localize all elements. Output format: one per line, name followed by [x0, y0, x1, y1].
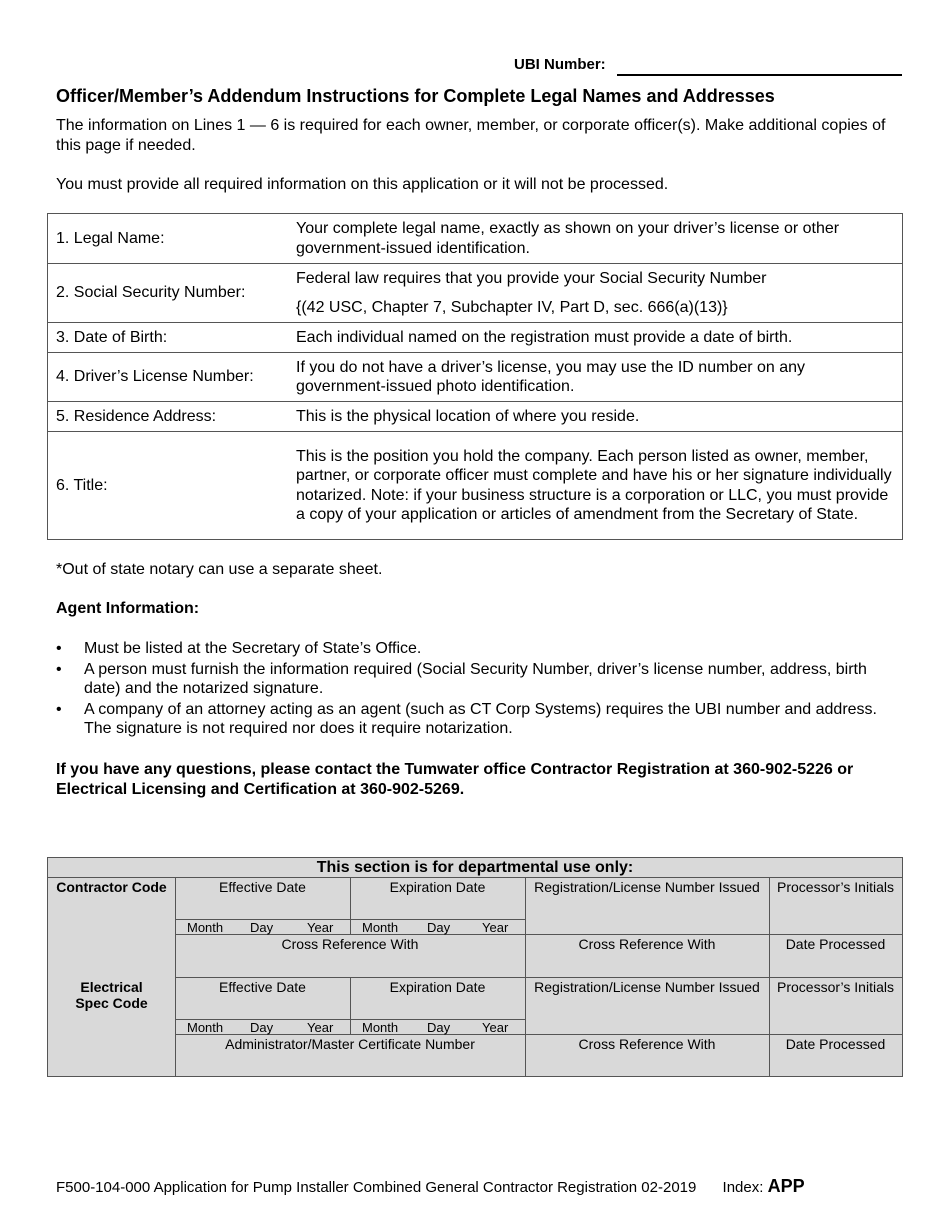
notary-note: *Out of state notary can use a separate sheet.	[56, 561, 383, 578]
agent-heading: Agent Information:	[56, 600, 200, 617]
row-label: 2. Social Security Number:	[48, 264, 289, 323]
row-text: Federal law requires that you provide your Social Security Number	[296, 270, 767, 287]
processor-initials-label: Processor’s Initials	[777, 979, 894, 995]
effective-date-label: Effective Date	[219, 879, 306, 895]
electrical-spec-code-label	[48, 979, 175, 1011]
row-label: 1. Legal Name:	[48, 214, 289, 264]
table-row	[48, 214, 903, 264]
index-label: Index:	[722, 1179, 764, 1196]
admin-master-certificate-label: Administrator/Master Certificate Number	[225, 1036, 475, 1052]
date-processed-label: Date Processed	[785, 936, 886, 952]
day-label: Day	[250, 1020, 274, 1035]
bullet-icon: •	[56, 700, 62, 718]
day-label: Day	[427, 920, 451, 935]
year-label: Year	[307, 920, 334, 935]
requirements-table	[47, 213, 903, 540]
row-text-group	[288, 264, 903, 323]
processor-initials-label: Processor’s Initials	[777, 879, 894, 895]
form-id-text: F500-104-000 Application for Pump Installer Combined General Contractor Registration 02-2019	[56, 1179, 697, 1196]
year-label: Year	[482, 1020, 509, 1035]
row-label: 5. Residence Address:	[48, 402, 289, 432]
table-row	[48, 402, 903, 432]
divider	[175, 1034, 902, 1035]
row-text: If you do not have a driver’s license, you may use the ID number on any government-issued photo identification.	[288, 353, 903, 402]
table-row	[48, 323, 903, 353]
row-text: Each individual named on the registration must provide a date of birth.	[288, 323, 903, 353]
list-item-text: Must be listed at the Secretary of State’s Office.	[84, 640, 422, 657]
row-label: 4. Driver’s License Number:	[48, 353, 289, 402]
expiration-date-label: Expiration Date	[389, 879, 486, 895]
required-info-notice: You must provide all required information on this application or it will not be processed.	[56, 176, 669, 193]
registration-license-label: Registration/License Number Issued	[534, 879, 760, 895]
list-item-text: A company of an attorney acting as an agent (such as CT Corp Systems) requires the UBI number and address. The signature is not required nor does it require notarization.	[84, 700, 877, 737]
row-text: This is the position you hold the company. Each person listed as owner, member, partner, or corporate officer must complete and have his or her signature individually notarized. Note: if your business structure is a corporation or LLC, you must provide a copy of your application or articles of amendment from the Secretary of State.	[288, 432, 903, 540]
electrical-label-line1: Electrical	[80, 979, 143, 995]
list-item	[56, 660, 896, 699]
cross-reference-label: Cross Reference With	[578, 936, 716, 952]
cross-reference-label: Cross Reference With	[578, 1036, 716, 1052]
divider	[175, 1019, 525, 1020]
page-footer	[56, 1176, 805, 1197]
bullet-icon: •	[56, 640, 62, 657]
year-label: Year	[482, 920, 509, 935]
expiration-date-label: Expiration Date	[389, 979, 486, 995]
table-row	[48, 353, 903, 402]
divider	[175, 919, 525, 920]
contractor-code-label: Contractor Code	[56, 879, 167, 895]
intro-paragraph: The information on Lines 1 — 6 is required for each owner, member, or corporate officer(s). Make additional copies of this page if needed.	[56, 117, 886, 154]
day-label: Day	[427, 1020, 451, 1035]
row-text: This is the physical location of where you reside.	[288, 402, 903, 432]
day-label: Day	[250, 920, 274, 935]
year-label: Year	[307, 1020, 334, 1035]
departmental-use-table	[47, 857, 903, 1077]
row-text: Your complete legal name, exactly as shown on your driver’s license or other government-issued identification.	[288, 214, 903, 264]
list-item-text: A person must furnish the information required (Social Security Number, driver’s license number, address, birth date) and the notarized signature.	[84, 660, 867, 697]
date-processed-label: Date Processed	[785, 1036, 886, 1052]
row-label: 3. Date of Birth:	[48, 323, 289, 353]
ubi-number-label: UBI Number:	[514, 56, 606, 73]
ubi-number-field[interactable]	[617, 74, 902, 76]
cross-reference-label: Cross Reference With	[281, 936, 419, 952]
list-item	[56, 639, 896, 659]
effective-date-label: Effective Date	[219, 979, 306, 995]
row-text-citation: {(42 USC, Chapter 7, Subchapter IV, Part D, sec. 666(a)(13)}	[296, 298, 728, 316]
bullet-icon: •	[56, 660, 62, 678]
index-value: APP	[767, 1176, 805, 1196]
month-label: Month	[187, 920, 224, 935]
month-label: Month	[187, 1020, 224, 1035]
dept-section-title: This section is for departmental use only:	[316, 859, 634, 876]
registration-license-label: Registration/License Number Issued	[534, 979, 760, 995]
agent-bullet-list	[56, 639, 896, 740]
electrical-label-line2: Spec Code	[75, 995, 148, 1011]
row-label: 6. Title:	[48, 432, 289, 540]
table-row	[48, 432, 903, 540]
contact-info: If you have any questions, please contact the Tumwater office Contractor Registration at 360-902-5226 or Electrical Licensing and Certification at 360-902-5269.	[56, 761, 854, 798]
month-label: Month	[362, 920, 399, 935]
list-item	[56, 700, 896, 739]
table-row	[48, 264, 903, 323]
month-label: Month	[362, 1020, 399, 1035]
divider	[175, 977, 902, 978]
page-title: Officer/Member’s Addendum Instructions for Complete Legal Names and Addresses	[56, 86, 775, 106]
divider	[175, 934, 902, 935]
